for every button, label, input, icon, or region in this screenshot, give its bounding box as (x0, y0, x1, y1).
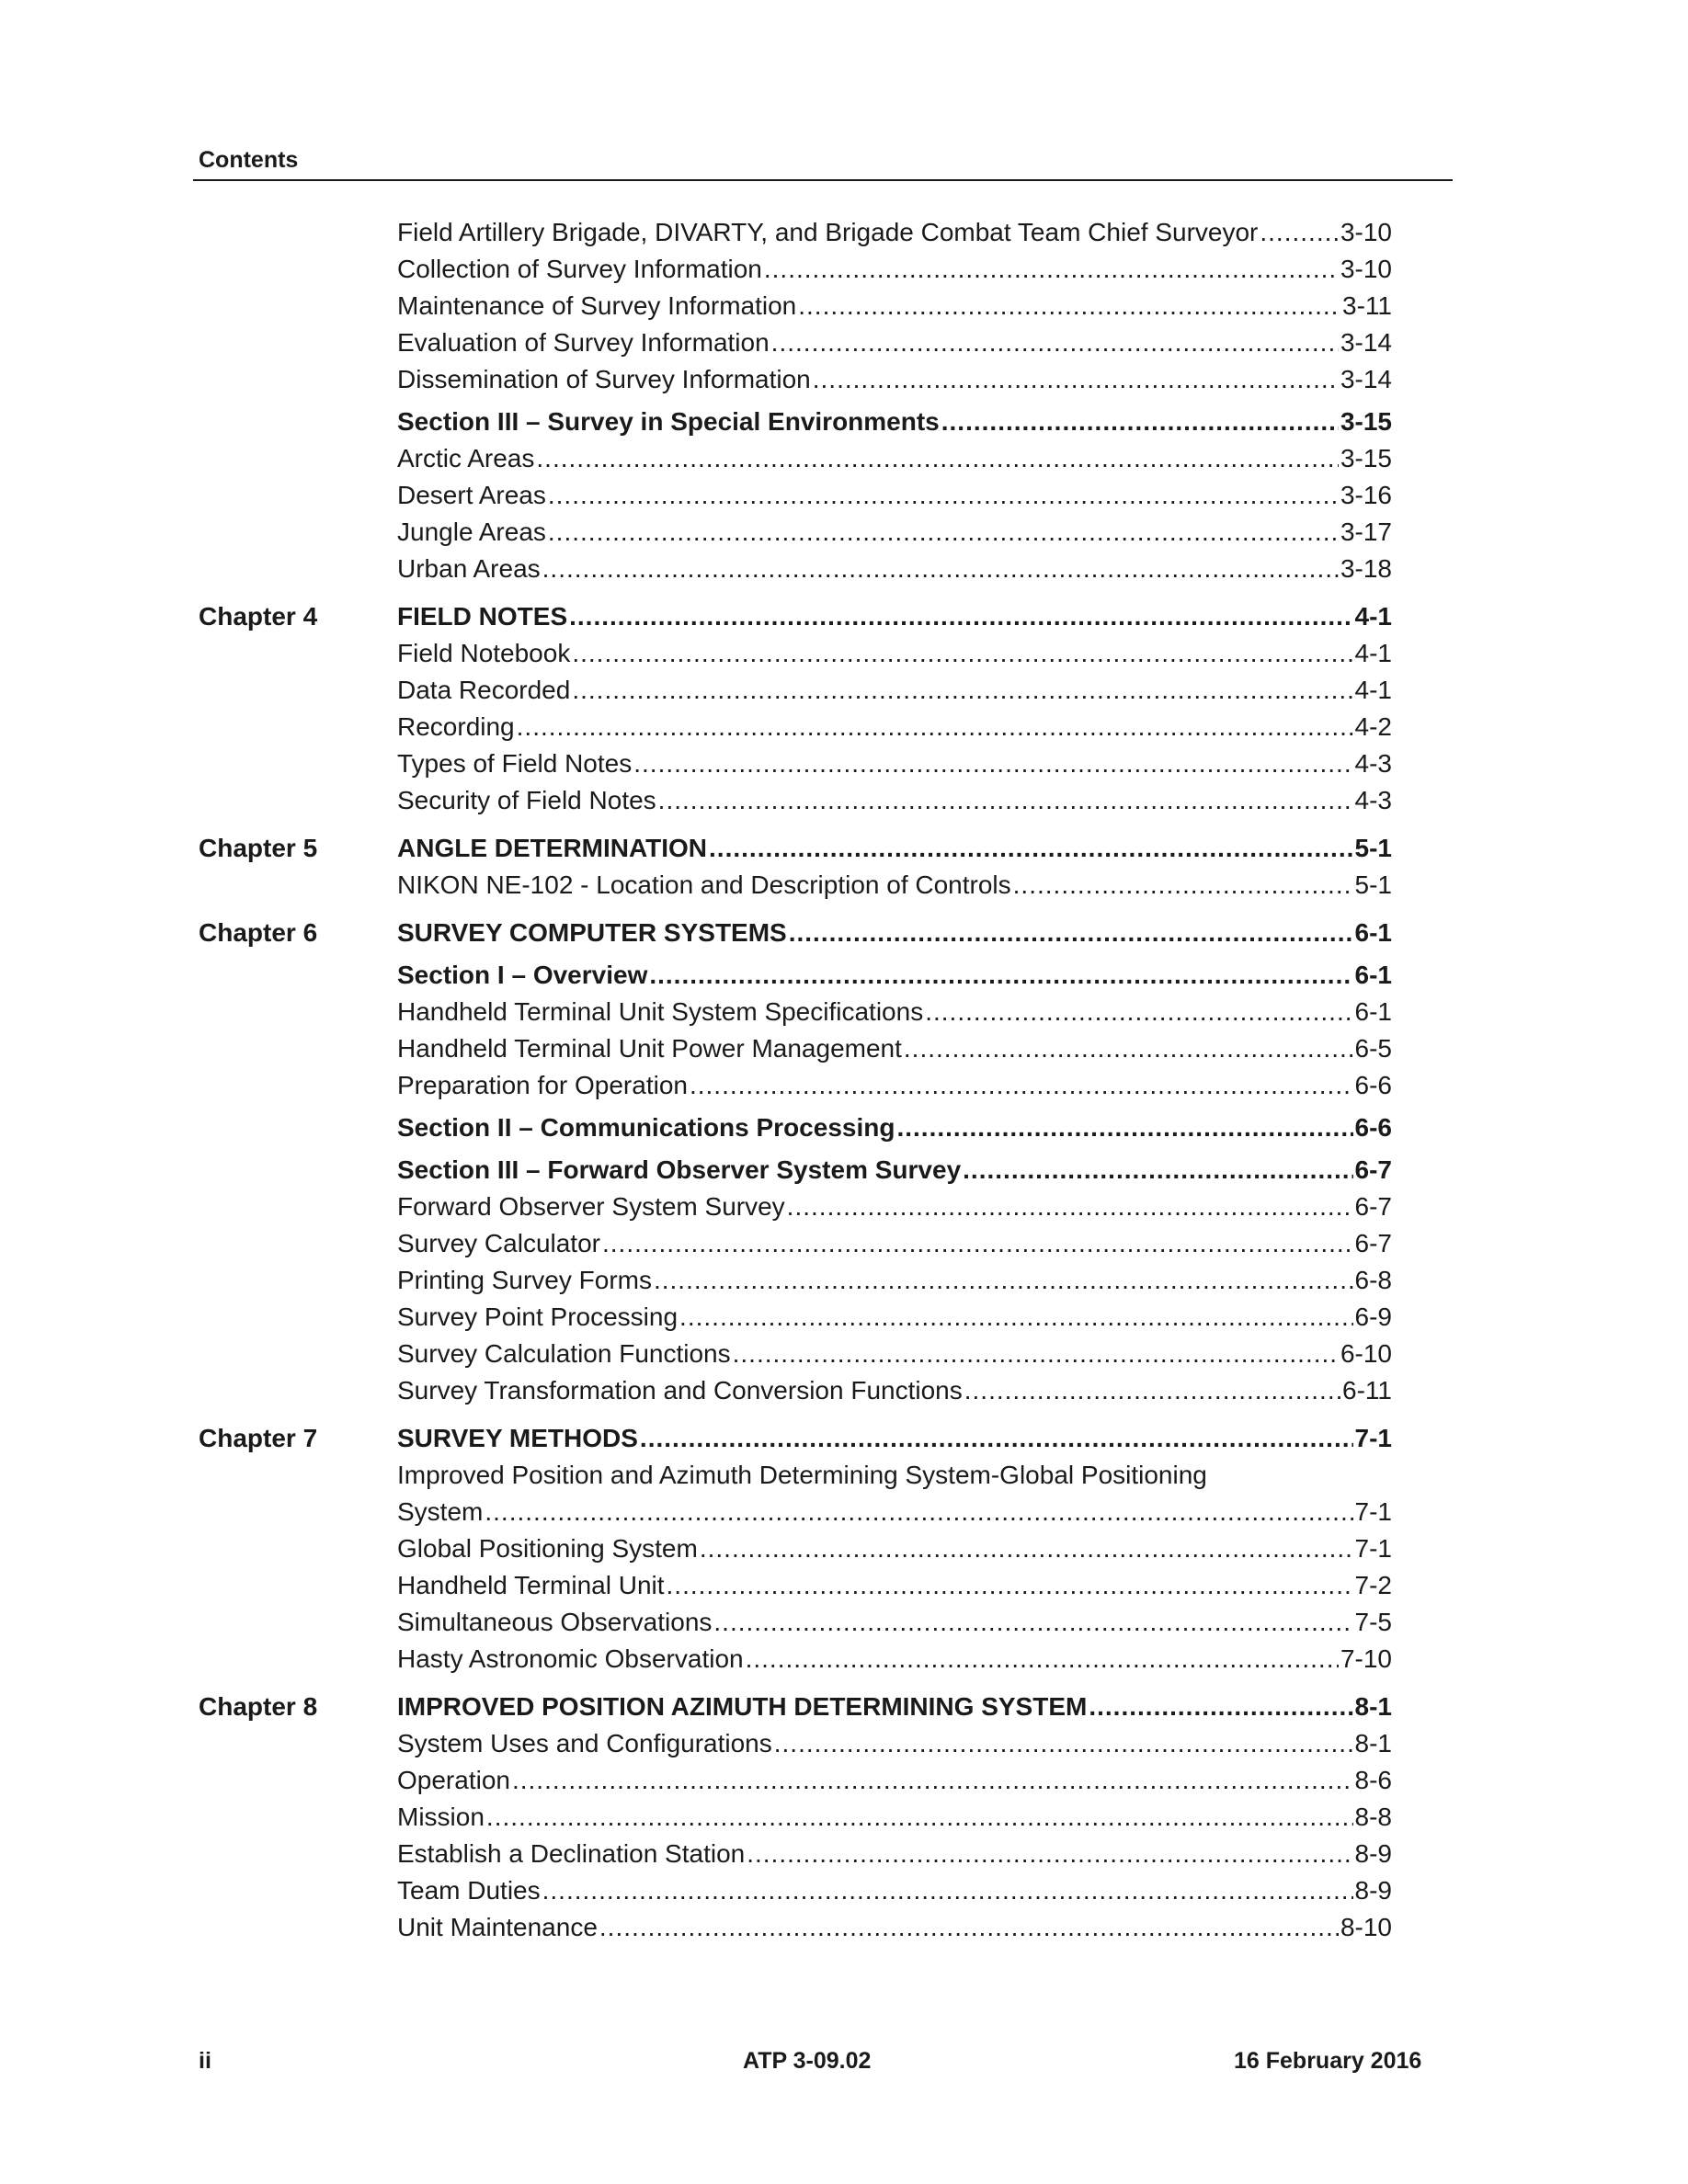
toc-entry-page: 3-10 (1340, 218, 1392, 246)
toc-entry-title: Section I – Overview (397, 961, 648, 989)
toc-entry-title: Operation (397, 1766, 510, 1794)
toc-entry-page: 7-2 (1354, 1571, 1392, 1599)
toc-entry-title: NIKON NE-102 - Location and Description of Controls (397, 870, 1011, 899)
dot-leader (1260, 214, 1339, 251)
chapter-label: Chapter 7 (199, 1424, 318, 1452)
toc-entry-page: 6-7 (1354, 1155, 1392, 1184)
toc-entry-title: Global Positioning System (397, 1534, 698, 1563)
toc-entry-page: 6-10 (1340, 1339, 1392, 1368)
toc-entry[interactable] (397, 251, 1392, 288)
toc-entry[interactable] (397, 1030, 1392, 1067)
dot-leader (764, 251, 1339, 288)
toc-entry-title: Desert Areas (397, 481, 546, 509)
chapter-label: Chapter 6 (199, 918, 318, 947)
toc-entry[interactable] (397, 440, 1392, 477)
toc-entry-page: 4-3 (1354, 786, 1392, 814)
toc-group (0, 915, 1688, 1420)
toc-entry-page: 8-9 (1354, 1876, 1392, 1905)
dot-leader (640, 1420, 1353, 1457)
toc-entry[interactable] (397, 1530, 1392, 1567)
toc-entry-page: 6-1 (1354, 997, 1392, 1026)
toc-entry-page: 8-1 (1354, 1692, 1392, 1721)
toc-heading-entry[interactable] (397, 1109, 1392, 1146)
toc-entry-page: 3-17 (1340, 518, 1392, 546)
toc-heading-entry[interactable] (397, 1152, 1392, 1189)
dot-leader (1013, 867, 1353, 904)
toc-heading-entry[interactable] (397, 404, 1392, 440)
toc-entry-page: 7-1 (1354, 1424, 1392, 1452)
chapter-label: Chapter 5 (199, 834, 318, 862)
toc-entry-page: 8-10 (1340, 1913, 1392, 1941)
toc-entry-title: Survey Transformation and Conversion Functions (397, 1376, 963, 1405)
toc-entry[interactable] (397, 1067, 1392, 1104)
toc-entry-page: 4-2 (1354, 712, 1392, 741)
toc-entry[interactable] (397, 1567, 1392, 1604)
footer-publication: ATP 3-09.02 (743, 2048, 872, 2074)
toc-entry-title: Team Duties (397, 1876, 541, 1905)
toc-entry-title: Simultaneous Observations (397, 1608, 713, 1636)
toc-entry[interactable] (397, 635, 1392, 672)
toc-entry-title: FIELD NOTES (397, 602, 568, 631)
toc-entry-page: 8-9 (1354, 1839, 1392, 1868)
toc-entry-title: SURVEY COMPUTER SYSTEMS (397, 918, 787, 947)
toc-entry[interactable] (397, 709, 1392, 745)
header-rule (193, 179, 1453, 181)
toc-entry-page: 3-15 (1340, 444, 1392, 472)
toc-entry-title: Improved Position and Azimuth Determining System-Global Positioning (397, 1461, 1207, 1489)
toc-entry-page: 6-1 (1354, 918, 1392, 947)
toc-entry-page: 6-7 (1354, 1229, 1392, 1257)
toc-entry-page: 6-8 (1354, 1266, 1392, 1294)
dot-leader (599, 1909, 1339, 1946)
toc-entry-page: 4-1 (1354, 602, 1392, 631)
dot-leader (548, 477, 1339, 514)
toc-heading-entry[interactable] (397, 957, 1392, 994)
toc-entry[interactable] (397, 1799, 1392, 1836)
toc-entry[interactable] (397, 1762, 1392, 1799)
toc-entry-page: 5-1 (1354, 870, 1392, 899)
toc-entry-page: 7-5 (1354, 1608, 1392, 1636)
dot-leader (654, 1262, 1353, 1299)
dot-leader (512, 1762, 1353, 1799)
dot-leader (789, 915, 1353, 951)
dot-leader (1089, 1689, 1352, 1725)
dot-leader (486, 1799, 1353, 1836)
toc-group (0, 598, 1688, 830)
toc-entry[interactable] (397, 1372, 1392, 1409)
table-of-contents (0, 214, 1688, 1957)
dot-leader (517, 709, 1353, 745)
toc-entry-title: Field Notebook (397, 639, 571, 667)
toc-entry-page: 3-10 (1340, 255, 1392, 283)
chapter-label: Chapter 4 (199, 602, 318, 631)
toc-entry-page: 7-10 (1340, 1644, 1392, 1673)
dot-leader (798, 288, 1340, 324)
dot-leader (569, 598, 1352, 635)
toc-entry[interactable] (397, 1872, 1392, 1909)
toc-entry-title: Collection of Survey Information (397, 255, 762, 283)
toc-entry[interactable] (397, 1225, 1392, 1262)
toc-entry[interactable] (397, 1641, 1392, 1678)
toc-entry[interactable] (397, 324, 1392, 361)
toc-entry-title: Preparation for Operation (397, 1071, 688, 1099)
toc-entry[interactable] (397, 1299, 1392, 1336)
toc-entry-title: Recording (397, 712, 515, 741)
toc-entry-page: 3-15 (1340, 407, 1392, 436)
toc-entry[interactable] (397, 1725, 1392, 1762)
toc-entry-page: 7-1 (1354, 1534, 1392, 1563)
dot-leader (658, 782, 1353, 819)
toc-entry-page: 4-1 (1354, 639, 1392, 667)
toc-entry-title: Survey Point Processing (397, 1302, 679, 1331)
toc-entry-title: Dissemination of Survey Information (397, 365, 811, 393)
dot-leader (941, 404, 1339, 440)
toc-entry[interactable] (397, 361, 1392, 398)
toc-entry-page: 6-6 (1354, 1113, 1392, 1142)
toc-entry[interactable] (397, 214, 1392, 251)
toc-entry-title: Maintenance of Survey Information (397, 291, 797, 320)
dot-leader (964, 1372, 1340, 1409)
toc-entry[interactable] (397, 1909, 1392, 1946)
dot-leader (746, 1641, 1339, 1678)
toc-entry-title: IMPROVED POSITION AZIMUTH DETERMINING SYSTEM (397, 1692, 1088, 1721)
dot-leader (925, 994, 1352, 1030)
toc-entry[interactable] (397, 1336, 1392, 1372)
dot-leader (542, 1872, 1353, 1909)
toc-entry[interactable] (397, 477, 1392, 514)
toc-entry-page: 6-5 (1354, 1034, 1392, 1063)
toc-entry-page: 6-11 (1342, 1376, 1392, 1405)
toc-entry-title: Arctic Areas (397, 444, 535, 472)
dot-leader (572, 635, 1352, 672)
toc-entry-title: Hasty Astronomic Observation (397, 1644, 744, 1673)
toc-entry[interactable] (397, 1494, 1392, 1530)
toc-entry-title: Security of Field Notes (397, 786, 656, 814)
toc-entry-title: Section II – Communications Processing (397, 1113, 895, 1142)
toc-entry[interactable] (397, 1189, 1392, 1225)
dot-leader (485, 1494, 1352, 1530)
dot-leader (690, 1067, 1353, 1104)
dot-leader (536, 440, 1339, 477)
toc-entry[interactable] (397, 782, 1392, 819)
toc-entry[interactable] (397, 745, 1392, 782)
toc-heading-entry[interactable] (397, 598, 1392, 635)
dot-leader (896, 1109, 1352, 1146)
toc-entry-title: Unit Maintenance (397, 1913, 598, 1941)
toc-entry-page: 8-1 (1354, 1729, 1392, 1757)
dot-leader (542, 551, 1339, 587)
dot-leader (633, 745, 1352, 782)
dot-leader (774, 1725, 1353, 1762)
toc-entry-page: 4-3 (1354, 749, 1392, 778)
toc-group (0, 214, 1688, 598)
toc-entry-page: 3-14 (1340, 328, 1392, 357)
toc-entry-title: Handheld Terminal Unit Power Management (397, 1034, 902, 1063)
dot-leader (713, 1604, 1352, 1641)
toc-group (0, 830, 1688, 915)
dot-leader (572, 672, 1352, 709)
toc-entry-title: Survey Calculation Functions (397, 1339, 731, 1368)
dot-leader (904, 1030, 1353, 1067)
toc-group (0, 1689, 1688, 1957)
footer-page-number: ii (199, 2048, 211, 2074)
toc-entry-title: Establish a Declination Station (397, 1839, 746, 1868)
dot-leader (667, 1567, 1353, 1604)
toc-entry-title: Field Artillery Brigade, DIVARTY, and Brigade Combat Team Chief Surveyor (397, 218, 1259, 246)
toc-entry-title: Section III – Survey in Special Environments (397, 407, 940, 436)
dot-leader (733, 1336, 1339, 1372)
toc-entry-title: Survey Calculator (397, 1229, 600, 1257)
toc-entry-page: 6-7 (1354, 1192, 1392, 1221)
toc-heading-entry[interactable] (397, 1689, 1392, 1725)
toc-heading-entry[interactable] (397, 915, 1392, 951)
dot-leader (649, 957, 1352, 994)
dot-leader (787, 1189, 1353, 1225)
toc-group (0, 1420, 1688, 1689)
toc-entry[interactable] (397, 1836, 1392, 1872)
dot-leader (747, 1836, 1352, 1872)
toc-entry-title: Printing Survey Forms (397, 1266, 652, 1294)
toc-entry-page: 6-6 (1354, 1071, 1392, 1099)
toc-entry-title: Forward Observer System Survey (397, 1192, 785, 1221)
toc-entry-page: 8-8 (1354, 1803, 1392, 1831)
dot-leader (771, 324, 1339, 361)
toc-entry-page: 4-1 (1354, 676, 1392, 704)
toc-entry-page: 3-16 (1340, 481, 1392, 509)
toc-heading-entry[interactable] (397, 830, 1392, 867)
toc-entry[interactable] (397, 514, 1392, 551)
toc-entry[interactable] (397, 288, 1392, 324)
toc-entry-page: 3-18 (1340, 554, 1392, 583)
dot-leader (700, 1530, 1353, 1567)
toc-entry-page: 5-1 (1354, 834, 1392, 862)
dot-leader (963, 1152, 1352, 1189)
toc-entry-title: ANGLE DETERMINATION (397, 834, 708, 862)
toc-entry-title: System (397, 1497, 484, 1526)
toc-entry-title: Section III – Forward Observer System Survey (397, 1155, 962, 1184)
toc-entry-page: 8-6 (1354, 1766, 1392, 1794)
toc-entry[interactable] (397, 672, 1392, 709)
toc-entry-page: 6-1 (1354, 961, 1392, 989)
toc-entry-title: Handheld Terminal Unit System Specifications (397, 997, 924, 1026)
toc-entry[interactable] (397, 994, 1392, 1030)
dot-leader (548, 514, 1339, 551)
toc-entry-page: 6-9 (1354, 1302, 1392, 1331)
dot-leader (602, 1225, 1353, 1262)
toc-entry-title: System Uses and Configurations (397, 1729, 772, 1757)
toc-entry-page: 3-11 (1342, 291, 1392, 320)
toc-entry[interactable] (397, 551, 1392, 587)
toc-entry[interactable] (397, 1604, 1392, 1641)
toc-entry[interactable] (397, 1457, 1392, 1494)
toc-entry-title: Evaluation of Survey Information (397, 328, 770, 357)
footer-date: 16 February 2016 (1234, 2048, 1422, 2074)
toc-entry[interactable] (397, 867, 1392, 904)
toc-heading-entry[interactable] (397, 1420, 1392, 1457)
toc-entry-title: Handheld Terminal Unit (397, 1571, 665, 1599)
toc-entry-page: 3-14 (1340, 365, 1392, 393)
dot-leader (709, 830, 1353, 867)
running-header-contents: Contents (199, 147, 299, 173)
toc-entry-title: Types of Field Notes (397, 749, 633, 778)
dot-leader (679, 1299, 1352, 1336)
toc-entry-title: SURVEY METHODS (397, 1424, 638, 1452)
chapter-label: Chapter 8 (199, 1692, 318, 1721)
toc-entry-page: 7-1 (1354, 1497, 1392, 1526)
dot-leader (813, 361, 1339, 398)
toc-entry-title: Jungle Areas (397, 518, 546, 546)
toc-entry-title: Data Recorded (397, 676, 571, 704)
toc-entry-title: Urban Areas (397, 554, 541, 583)
toc-entry[interactable] (397, 1262, 1392, 1299)
toc-entry-title: Mission (397, 1803, 485, 1831)
